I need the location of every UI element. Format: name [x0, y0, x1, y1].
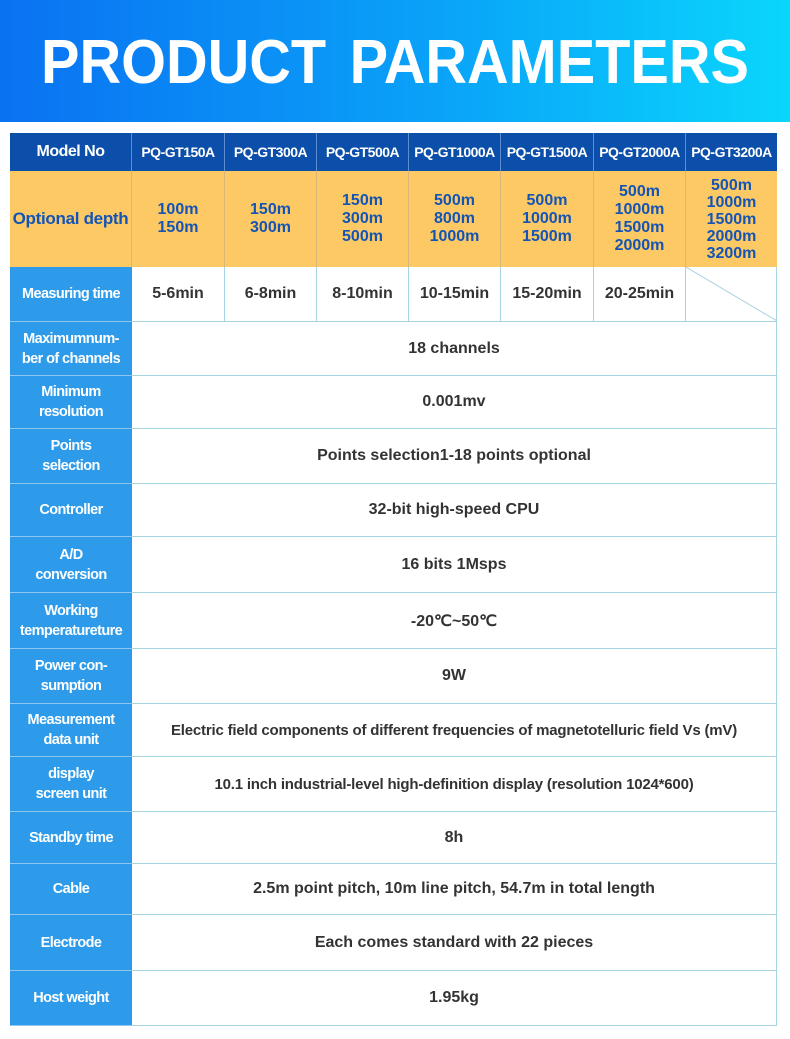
spec-label-line: screen unit [35, 786, 107, 802]
spec-value: 32-bit high-speed CPU [132, 484, 777, 537]
depth-value: 2000m [614, 237, 665, 254]
model-header-cell: PQ-GT1000A [409, 133, 501, 171]
model-header-cell: PQ-GT3200A [686, 133, 777, 171]
spec-label [10, 649, 132, 704]
depth-value: 2000m [706, 227, 757, 245]
depth-value: 100m [157, 201, 199, 218]
spec-label [10, 812, 132, 864]
depth-value: 500m [526, 192, 568, 209]
spec-value: 10.1 inch industrial-level high-definition display (resolution 1024*600) [132, 757, 777, 812]
spec-label-line: Points [50, 438, 92, 454]
depth-value: 1500m [522, 228, 572, 245]
depth-value: 500m [434, 192, 475, 209]
spec-label-line: Cable [52, 881, 90, 897]
depth-cell [594, 171, 686, 267]
depth-value: 1500m [614, 219, 665, 236]
spec-row [10, 704, 777, 757]
spec-row [10, 757, 777, 812]
depth-cell [686, 171, 777, 267]
depth-value: 150m [157, 219, 199, 236]
empty-diagonal-cell [686, 267, 777, 322]
spec-label-line: display [48, 766, 94, 782]
measuring-time-row [10, 267, 777, 322]
spec-label [10, 971, 132, 1026]
spec-row [10, 537, 777, 593]
spec-label [10, 757, 132, 812]
spec-label [10, 864, 132, 915]
depth-cell [317, 171, 409, 267]
depth-cell [132, 171, 225, 267]
spec-label-line: Electrode [40, 934, 102, 951]
spec-label-line: Controller [39, 502, 103, 518]
depth-value: 500m [619, 183, 660, 200]
depth-value: 300m [250, 219, 291, 236]
depth-value: 1000m [522, 210, 572, 227]
spec-label [10, 322, 132, 376]
spec-value: Points selection1-18 points optional [132, 429, 777, 484]
optional-depth-row [10, 171, 777, 267]
measuring-time-cell: 15-20min [501, 267, 594, 322]
spec-row [10, 322, 777, 376]
spec-label [10, 593, 132, 649]
depth-value: 150m [250, 201, 291, 218]
spec-label-line: Standby time [29, 829, 113, 846]
spec-row [10, 971, 777, 1026]
spec-label-line: temperatureture [19, 622, 123, 639]
title-banner [0, 0, 790, 122]
measuring-time-cell: 8-10min [317, 267, 409, 322]
spec-label-line: Maximumnum- [23, 330, 119, 347]
spec-label-line: A/D [59, 546, 83, 563]
spec-label-line: Host weight [33, 990, 109, 1006]
spec-row [10, 864, 777, 915]
spec-label-line: ber of channels [21, 350, 121, 367]
spec-value: -20℃~50℃ [132, 593, 777, 649]
spec-label-line: sumption [40, 678, 102, 694]
depth-value: 300m [342, 210, 383, 227]
spec-value: 0.001mv [132, 376, 777, 429]
depth-cell [501, 171, 594, 267]
optional-depth-label: Optional depth [10, 171, 132, 267]
model-header-cell: PQ-GT150A [132, 133, 225, 171]
spec-value: 8h [132, 812, 777, 864]
depth-cell [225, 171, 317, 267]
spec-value: 16 bits 1Msps [132, 537, 777, 593]
measuring-time-cell: 20-25min [594, 267, 686, 322]
depth-value: 150m [342, 192, 383, 209]
depth-value: 1500m [706, 210, 757, 228]
spec-row [10, 376, 777, 429]
spec-value: 2.5m point pitch, 10m line pitch, 54.7m in total length [132, 864, 777, 915]
spec-value: Electric field components of different frequencies of magnetotelluric field Vs (mV) [132, 704, 777, 757]
depth-value: 3200m [706, 244, 757, 262]
model-header-cell: PQ-GT300A [225, 133, 317, 171]
model-header-cell: PQ-GT500A [317, 133, 409, 171]
spec-value: 1.95kg [132, 971, 777, 1026]
depth-value: 500m [342, 228, 383, 245]
spec-value: 18 channels [132, 322, 777, 376]
model-header-cell: PQ-GT1500A [501, 133, 594, 171]
measuring-time-label: Measuring time [10, 267, 132, 322]
spec-row [10, 429, 777, 484]
measuring-time-cell: 5-6min [132, 267, 225, 322]
spec-row [10, 649, 777, 704]
measuring-time-cell: 10-15min [409, 267, 501, 322]
spec-label-line: data unit [43, 732, 99, 748]
spec-label [10, 484, 132, 537]
spec-value: 9W [132, 649, 777, 704]
spec-label-line: Power con- [34, 658, 108, 674]
page-title: PRODUCT PARAMETERS [41, 28, 749, 97]
depth-value: 1000m [429, 228, 480, 245]
spec-label [10, 429, 132, 484]
model-no-label: Model No [10, 133, 132, 171]
depth-value: 1000m [706, 193, 757, 211]
spec-label [10, 537, 132, 593]
spec-label-line: Working [44, 602, 98, 619]
spec-label-line: Minimum [41, 384, 101, 400]
spec-row [10, 915, 777, 971]
depth-value: 1000m [614, 201, 665, 218]
model-header-row [10, 133, 777, 171]
spec-label [10, 915, 132, 971]
spec-label [10, 376, 132, 429]
depth-cell [409, 171, 501, 267]
spec-value: Each comes standard with 22 pieces [132, 915, 777, 971]
spec-row [10, 593, 777, 649]
measuring-time-cell: 6-8min [225, 267, 317, 322]
spec-label-line: selection [42, 458, 100, 474]
spec-row [10, 484, 777, 537]
depth-value: 500m [711, 176, 752, 194]
spec-label [10, 704, 132, 757]
model-header-cell: PQ-GT2000A [594, 133, 686, 171]
spec-row [10, 812, 777, 864]
spec-label-line: Measurement [27, 712, 115, 728]
diagonal-line-icon [686, 267, 777, 322]
depth-value: 800m [434, 210, 475, 227]
spec-label-line: conversion [35, 566, 107, 583]
spec-label-line: resolution [38, 404, 104, 420]
